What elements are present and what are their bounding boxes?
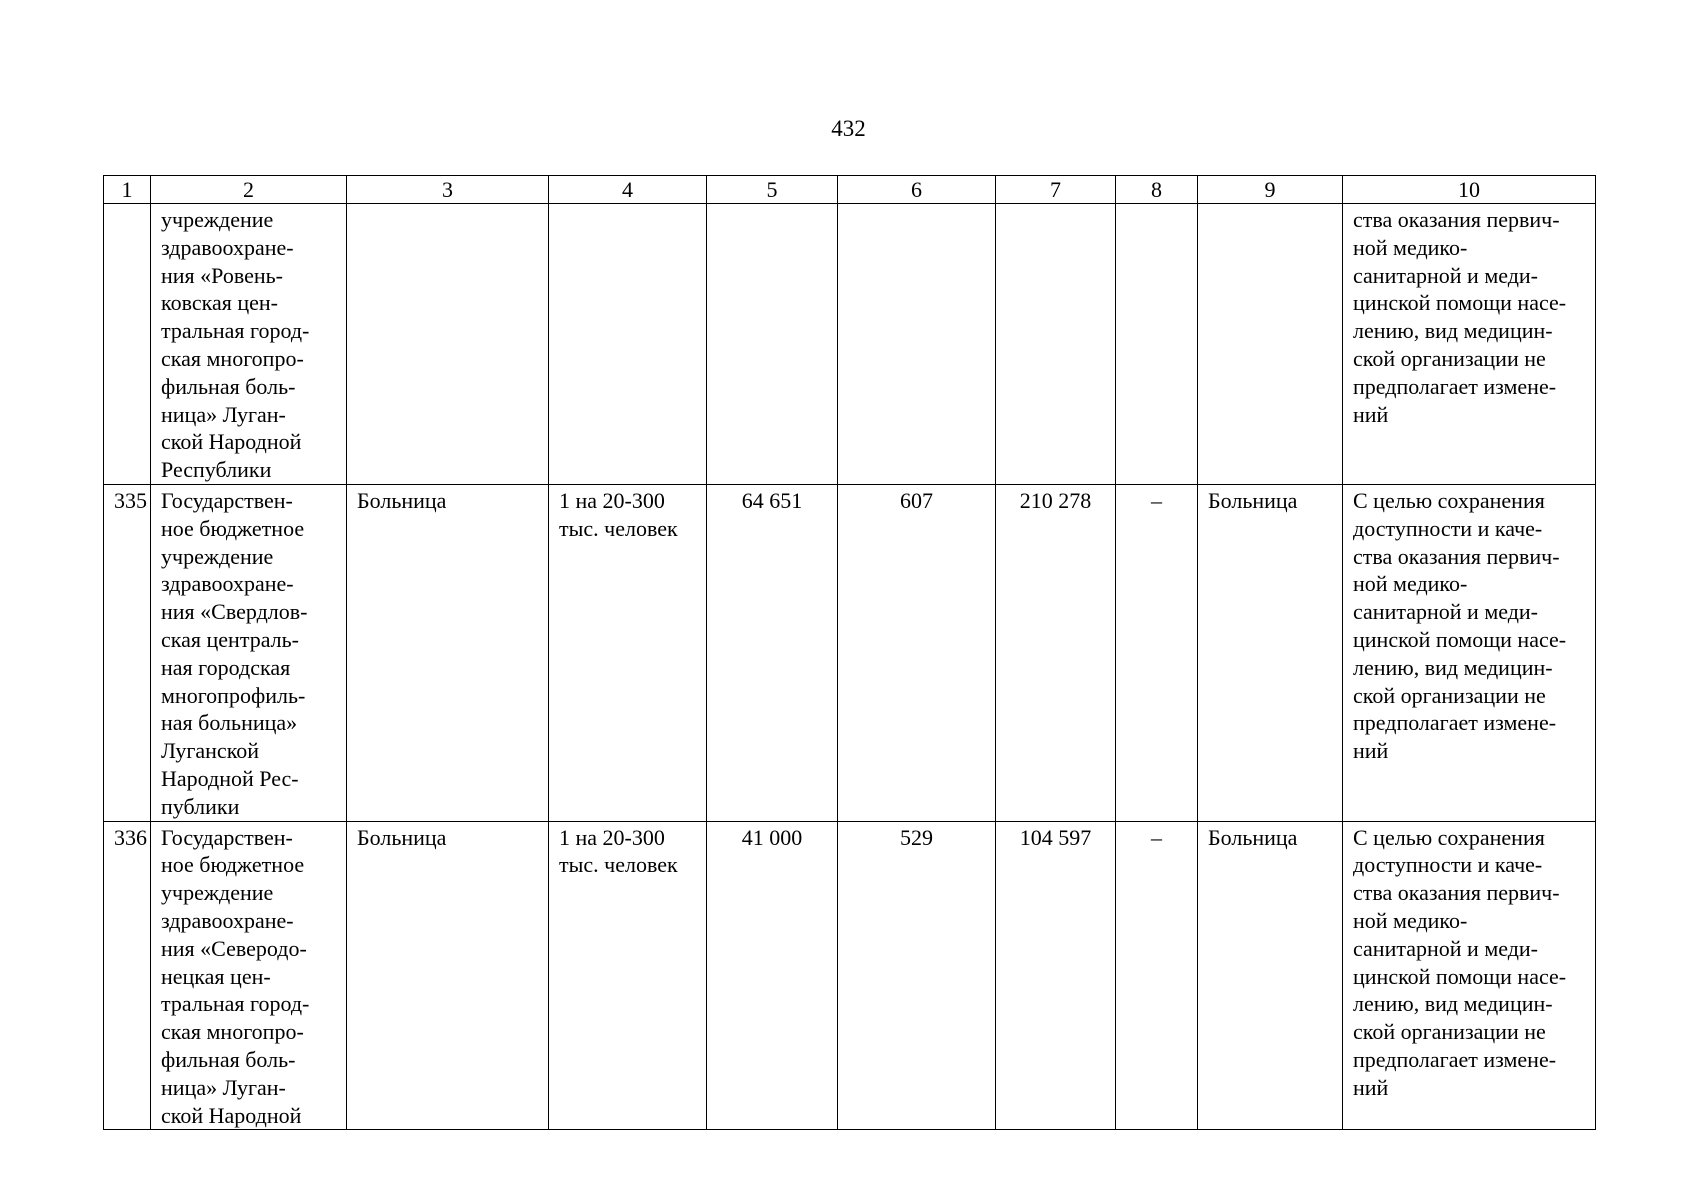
note-cell: С целью сохранения доступности и каче- ства оказания первич- ной медико- санитарной и меди- цинской помощи насе- лению, вид медицин- ской организации не предполагает измене- ний [1343,484,1596,821]
type-cell-9: Больница [1198,821,1343,1130]
data-table [103,175,1596,1130]
note-cell: С целью сохранения доступности и каче- ства оказания первич- ной медико- санитарной и меди- цинской помощи насе- лению, вид медицин- ской организации не предполагает измене- ний [1343,821,1596,1130]
header-row [104,176,1596,204]
table-row [104,484,1596,821]
column-header: 6 [838,176,996,204]
value-cell-7: 104 597 [996,821,1116,1130]
value-cell-7 [996,204,1116,485]
column-header: 2 [151,176,347,204]
page-number: 432 [831,116,866,141]
table-row [104,821,1596,1130]
row-number [104,204,151,485]
value-cell-8: – [1116,821,1198,1130]
institution-name: Государствен- ное бюджетное учреждение здравоохране- ния «Северодо- нецкая цен- тральная город- ская многопро- фильная боль- ница» Луган- ской Народной [151,821,347,1130]
value-cell-8 [1116,204,1198,485]
institution-name: Государствен- ное бюджетное учреждение здравоохране- ния «Свердлов- ская централь- ная городская многопрофиль- ная больница» Луганской Народной Рес- публики [151,484,347,821]
value-cell-6: 529 [838,821,996,1130]
type-cell-9: Больница [1198,484,1343,821]
norm-cell: 1 на 20-300 тыс. человек [549,484,707,821]
column-header: 10 [1343,176,1596,204]
column-header: 1 [104,176,151,204]
norm-cell [549,204,707,485]
column-header: 9 [1198,176,1343,204]
population-cell: 41 000 [707,821,838,1130]
value-cell-6: 607 [838,484,996,821]
row-number: 336 [104,821,151,1130]
value-cell-7: 210 278 [996,484,1116,821]
type-cell-9 [1198,204,1343,485]
institution-type [347,204,549,485]
value-cell-6 [838,204,996,485]
table-row [104,204,1596,485]
column-header: 4 [549,176,707,204]
institution-name: учреждение здравоохране- ния «Ровень- ковская цен- тральная город- ская многопро- фильная боль- ница» Луган- ской Народной Республики [151,204,347,485]
population-cell [707,204,838,485]
column-header: 3 [347,176,549,204]
institution-type: Больница [347,821,549,1130]
column-header: 5 [707,176,838,204]
institution-type: Больница [347,484,549,821]
column-header: 7 [996,176,1116,204]
population-cell: 64 651 [707,484,838,821]
value-cell-8: – [1116,484,1198,821]
note-cell: ства оказания первич- ной медико- санитарной и меди- цинской помощи насе- лению, вид медицин- ской организации не предполагает измене- ний [1343,204,1596,485]
row-number: 335 [104,484,151,821]
norm-cell: 1 на 20-300 тыс. человек [549,821,707,1130]
column-header: 8 [1116,176,1198,204]
